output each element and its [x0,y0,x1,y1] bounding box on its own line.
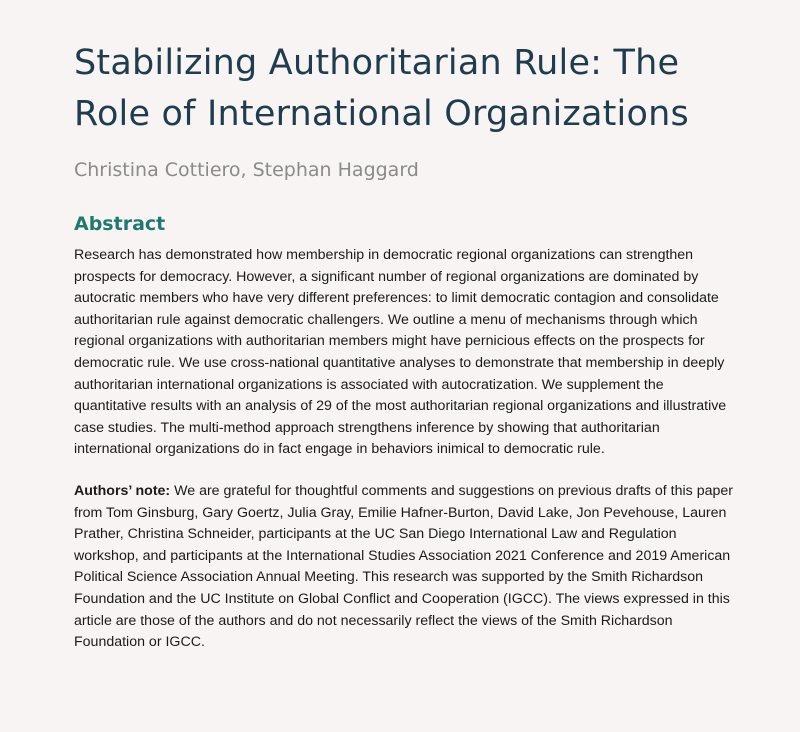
authors-note [74,481,740,654]
abstract-text: Research has demonstrated how membership in democratic regional organizations can strengthen prospects for democracy. However, a significant number of regional organizations are dominated by autocratic members who have very different preferences: to limit democratic contagion and consolidate authoritarian rule against democratic challengers. We outline a menu of mechanisms through which regional organizations with authoritarian members might have pernicious effects on the prospects for democratic rule. We use cross-national quantitative analyses to demonstrate that membership in deeply authoritarian international organizations is associated with autocratization. We supplement the quantitative results with an analysis of 29 of the most authoritarian regional organizations and illustrative case studies. The multi-method approach strengthens inference by showing that authoritarian international organizations do in fact engage in behaviors inimical to democratic rule. [74,247,727,458]
abstract-heading: Abstract [74,213,166,235]
authors-note-text: We are grateful for thoughtful comments and suggestions on previous drafts of this paper from Tom Ginsburg, Gary Goertz, Julia Gray, Emilie Hafner-Burton, David Lake, Jon Pevehouse, Lauren Prather, Christina Schneider, participants at the UC San Diego International Law and Regulation workshop, and participants at the International Studies Association 2021 Conference and 2019 American Political Science Association Annual Meeting. This research was supported by the Smith Richardson Foundation and the UC Institute on Global Conflict and Cooperation (IGCC). The views expressed in this article are those of the authors and do not necessarily reflect the views of the Smith Richardson Foundation or IGCC. [74,482,733,651]
paper-authors: Christina Cottiero, Stephan Haggard [74,159,419,181]
paper-title: Stabilizing Authoritarian Rule: The Role of International Organizations [74,43,689,134]
authors-note-label: Authors’ note: [74,482,171,499]
